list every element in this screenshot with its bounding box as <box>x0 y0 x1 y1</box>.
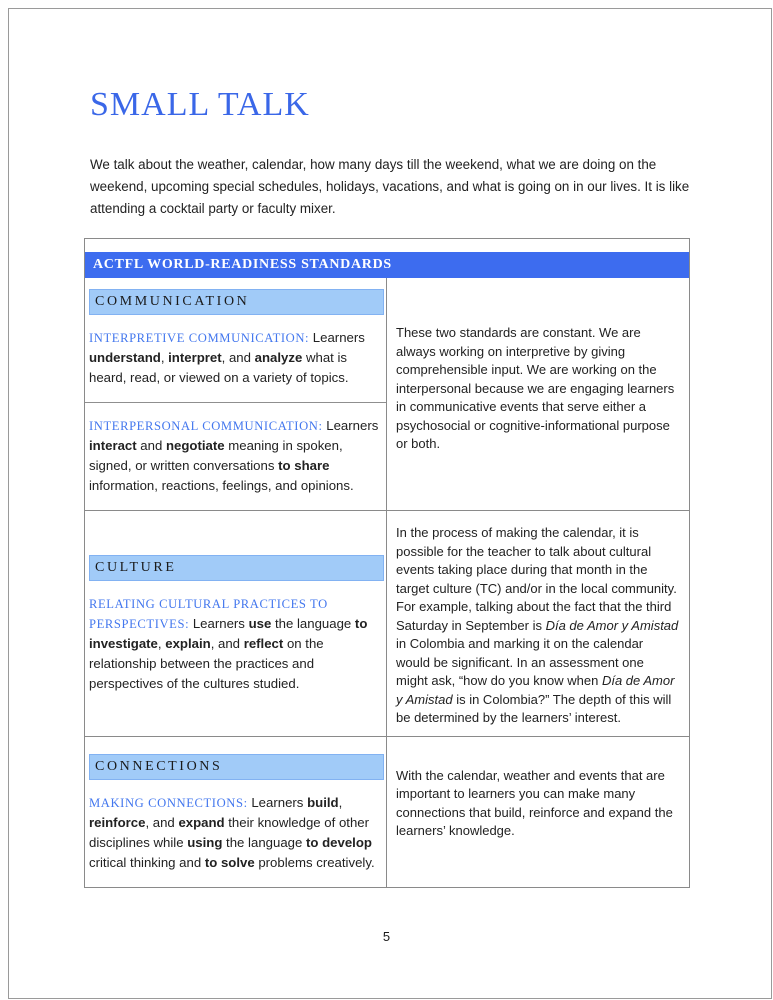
standard-divider <box>85 402 386 403</box>
culture-left-cell <box>85 511 387 736</box>
table-row-communication <box>85 278 689 510</box>
culture-note: In the process of making the calendar, it is possible for the teacher to talk about cultural events taking place during that month in the target culture (TC) and/or in the local community. For example, talking about the fact that the third Saturday in September is Día de Amor y Amistad in Colombia and marking it on the calendar would be significant. In an assessment one might ask, “how do you know when Día de Amor y Amistad is in Colombia?” The depth of this will be determined by the learners’ interest. <box>396 525 679 725</box>
page-number: 5 <box>382 929 391 944</box>
connections-left-cell <box>85 737 387 887</box>
section-bar-connections: CONNECTIONS <box>89 754 384 780</box>
standard-making-connections: MAKING CONNECTIONS: Learners build, reinforce, and expand their knowledge of other disciplines while using the language to develop critical thinking and to solve problems creatively. <box>89 794 375 870</box>
culture-note-cell <box>387 511 689 736</box>
standard-interpersonal-communication: INTERPERSONAL COMMUNICATION: Learners interact and negotiate meaning in spoken, signed, or written conversations to share information, reactions, feelings, and opinions. <box>89 418 379 493</box>
communication-note-cell <box>387 278 689 510</box>
table-row-culture <box>85 510 689 736</box>
table-header-bar: ACTFL WORLD-READINESS STANDARDS <box>85 252 689 278</box>
intro-paragraph: We talk about the weather, calendar, how many days till the weekend, what we are doing on the weekend, upcoming special schedules, holidays, vacations, and what is going on in our lives. It is like attending a cocktail party or faculty mixer. <box>90 157 690 217</box>
page-title: SMALL TALK <box>90 86 310 123</box>
section-bar-communication: COMMUNICATION <box>89 289 384 315</box>
table-row-connections <box>85 736 689 887</box>
connections-note: With the calendar, weather and events that are important to learners you can make many connections that build, reinforce and expand the learners’ knowledge. <box>396 767 673 838</box>
connections-note-cell <box>387 737 689 887</box>
communication-left-cell <box>85 278 387 510</box>
standard-interpretive-communication: INTERPRETIVE COMMUNICATION: Learners understand, interpret, and analyze what is heard, read, or viewed on a variety of topics. <box>89 330 365 385</box>
communication-note: These two standards are constant. We are always working on interpretive by giving comprehensible input. We are working on the interpersonal because we are engaging learners in communicative events that serve either a psychosocial or cognitive-informational purpose or both. <box>396 325 675 451</box>
section-bar-culture: CULTURE <box>89 555 384 581</box>
table-top-spacer <box>85 239 689 252</box>
standards-table <box>84 238 690 888</box>
standard-relating-cultural-practices: RELATING CULTURAL PRACTICES TO PERSPECTIVES: Learners use the language to investigate, explain, and reflect on the relationship between the practices and perspectives of the cultures studied. <box>89 597 368 691</box>
